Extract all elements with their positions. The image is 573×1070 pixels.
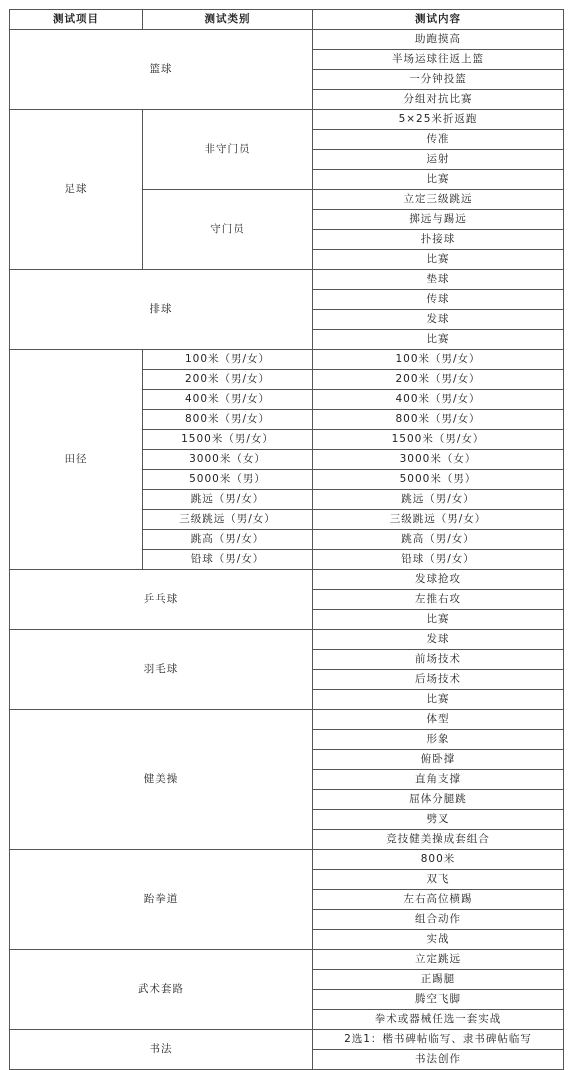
category-cell: 非守门员 [143,110,313,190]
content-cell: 扑接球 [313,230,564,250]
content-cell: 跳远（男/女） [313,490,564,510]
content-cell: 比赛 [313,250,564,270]
category-cell: 跳高（男/女） [143,530,313,550]
category-cell: 800米（男/女） [143,410,313,430]
category-cell: 400米（男/女） [143,390,313,410]
content-cell: 传准 [313,130,564,150]
content-cell: 5×25米折返跑 [313,110,564,130]
content-cell: 竞技健美操成套组合 [313,830,564,850]
content-cell: 劈叉 [313,810,564,830]
category-cell: 三级跳远（男/女） [143,510,313,530]
project-cell: 田径 [10,350,143,570]
content-cell: 2选1：楷书碑帖临写、隶书碑帖临写 [313,1030,564,1050]
content-cell: 前场技术 [313,650,564,670]
content-cell: 书法创作 [313,1050,564,1070]
content-cell: 800米 [313,850,564,870]
table-row [10,630,564,650]
project-cell: 武术套路 [10,950,313,1030]
project-cell: 跆拳道 [10,850,313,950]
project-cell: 健美操 [10,710,313,850]
content-cell: 实战 [313,930,564,950]
category-cell: 5000米（男） [143,470,313,490]
project-cell: 乒乓球 [10,570,313,630]
content-cell: 比赛 [313,170,564,190]
content-cell: 分组对抗比赛 [313,90,564,110]
content-cell: 双飞 [313,870,564,890]
content-cell: 体型 [313,710,564,730]
content-cell: 比赛 [313,610,564,630]
content-cell: 铅球（男/女） [313,550,564,570]
content-cell: 传球 [313,290,564,310]
table-row [10,850,564,870]
table-body [10,30,564,1070]
content-cell: 助跑摸高 [313,30,564,50]
category-cell: 守门员 [143,190,313,270]
content-cell: 左推右攻 [313,590,564,610]
header-category: 测试类别 [143,10,313,30]
content-cell: 跳高（男/女） [313,530,564,550]
table-row [10,350,564,370]
content-cell: 直角支撑 [313,770,564,790]
project-cell: 篮球 [10,30,313,110]
table-row [10,110,564,130]
table-header-row [10,10,564,30]
category-cell: 铅球（男/女） [143,550,313,570]
header-content: 测试内容 [313,10,564,30]
project-cell: 足球 [10,110,143,270]
table-row [10,950,564,970]
project-cell: 排球 [10,270,313,350]
content-cell: 形象 [313,730,564,750]
content-cell: 发球 [313,630,564,650]
content-cell: 发球抢攻 [313,570,564,590]
content-cell: 800米（男/女） [313,410,564,430]
content-cell: 比赛 [313,330,564,350]
content-cell: 掷远与踢远 [313,210,564,230]
content-cell: 拳术或器械任选一套实战 [313,1010,564,1030]
header-project: 测试项目 [10,10,143,30]
content-cell: 发球 [313,310,564,330]
content-cell: 正踢腿 [313,970,564,990]
content-cell: 运射 [313,150,564,170]
table-row [10,710,564,730]
content-cell: 1500米（男/女） [313,430,564,450]
test-items-table-container [9,9,564,1070]
project-cell: 书法 [10,1030,313,1070]
content-cell: 100米（男/女） [313,350,564,370]
table-row [10,570,564,590]
content-cell: 垫球 [313,270,564,290]
content-cell: 屈体分腿跳 [313,790,564,810]
content-cell: 400米（男/女） [313,390,564,410]
test-items-table [9,9,564,1070]
content-cell: 立定三级跳远 [313,190,564,210]
category-cell: 200米（男/女） [143,370,313,390]
category-cell: 100米（男/女） [143,350,313,370]
content-cell: 比赛 [313,690,564,710]
category-cell: 1500米（男/女） [143,430,313,450]
table-row [10,1030,564,1050]
content-cell: 俯卧撑 [313,750,564,770]
content-cell: 三级跳远（男/女） [313,510,564,530]
content-cell: 一分钟投篮 [313,70,564,90]
project-cell: 羽毛球 [10,630,313,710]
content-cell: 立定跳远 [313,950,564,970]
category-cell: 跳远（男/女） [143,490,313,510]
table-row [10,30,564,50]
content-cell: 左右高位横踢 [313,890,564,910]
category-cell: 3000米（女） [143,450,313,470]
table-row [10,270,564,290]
content-cell: 后场技术 [313,670,564,690]
content-cell: 5000米（男） [313,470,564,490]
content-cell: 3000米（女） [313,450,564,470]
content-cell: 200米（男/女） [313,370,564,390]
content-cell: 腾空飞脚 [313,990,564,1010]
content-cell: 半场运球往返上篮 [313,50,564,70]
content-cell: 组合动作 [313,910,564,930]
